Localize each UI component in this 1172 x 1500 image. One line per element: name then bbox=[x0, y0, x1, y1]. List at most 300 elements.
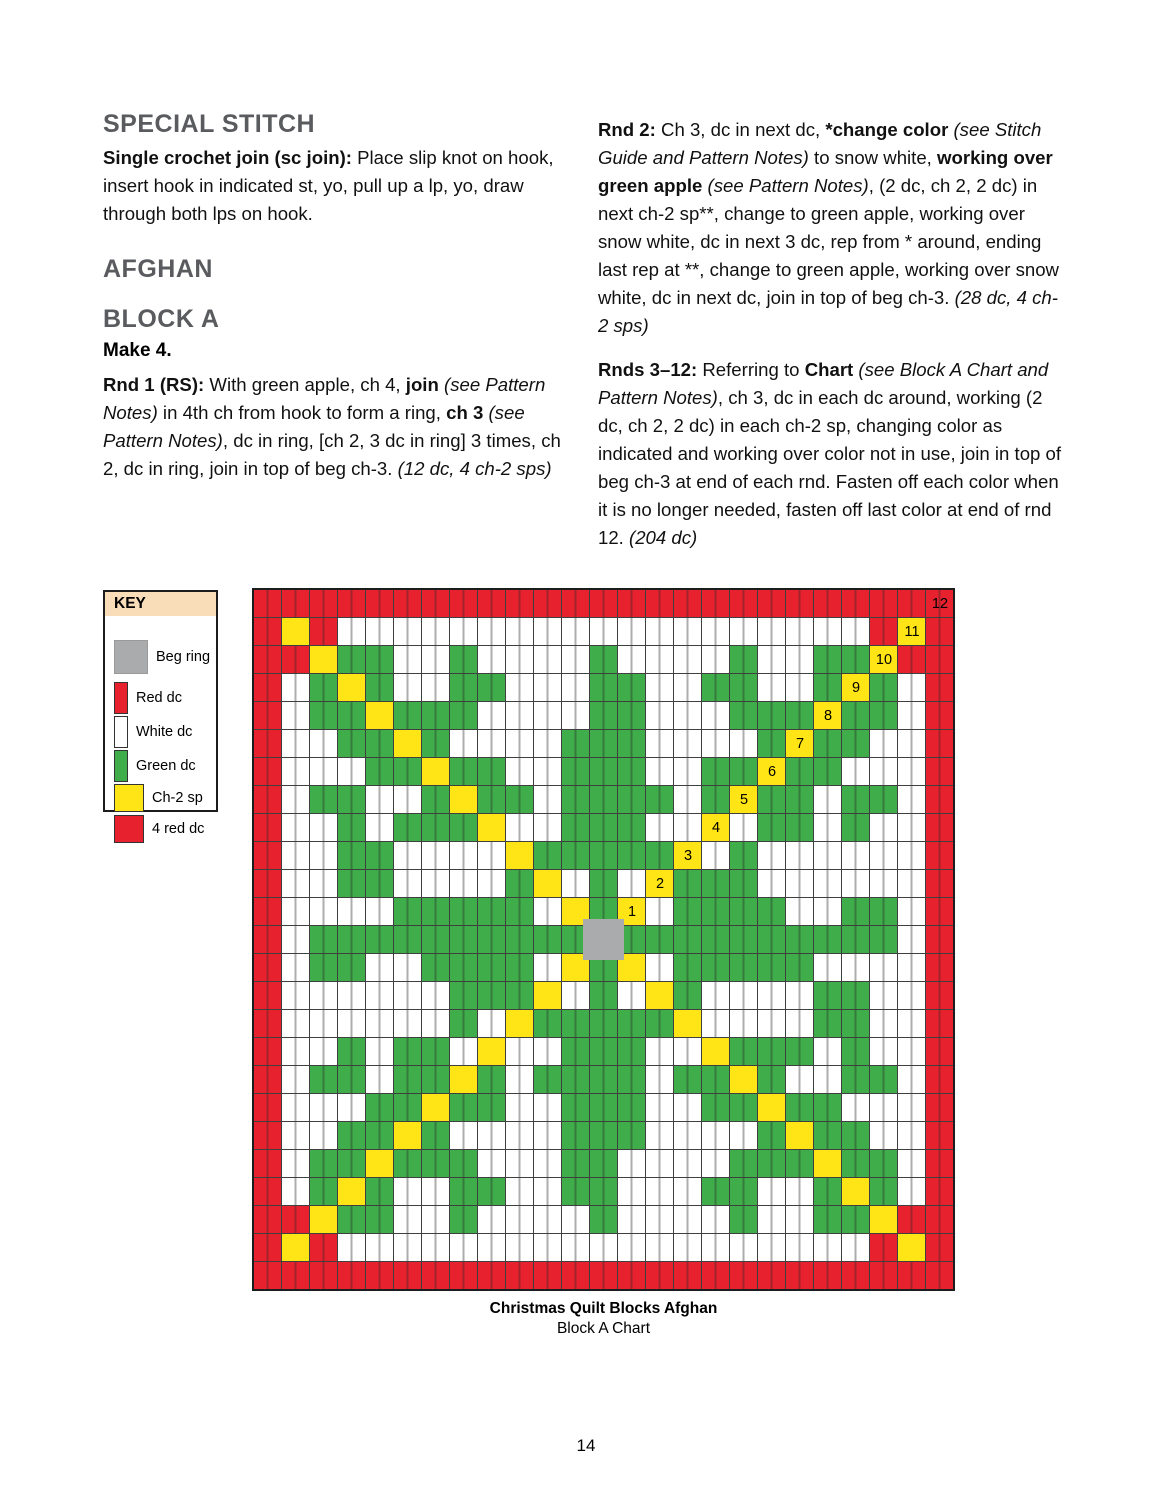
chart-cell-ch-2-sp bbox=[450, 786, 477, 813]
chart-cell-white-dc bbox=[786, 870, 813, 897]
chart-cell-red-dc bbox=[926, 646, 953, 673]
chart-cell-white-dc bbox=[898, 730, 925, 757]
key-title: KEY bbox=[105, 592, 216, 616]
chart-cell-green-dc bbox=[674, 954, 701, 981]
chart-cell-green-dc bbox=[590, 1066, 617, 1093]
chart-cell-white-dc bbox=[898, 1066, 925, 1093]
chart-cell-ch-2-sp bbox=[422, 1094, 449, 1121]
chart-cell-ch-2-sp bbox=[814, 1150, 841, 1177]
chart-cell-green-dc bbox=[590, 786, 617, 813]
chart-cell-white-dc bbox=[786, 1066, 813, 1093]
chart-cell-red-dc bbox=[870, 1234, 897, 1261]
sc-join-paragraph bbox=[103, 144, 565, 228]
chart-cell-white-dc bbox=[814, 786, 841, 813]
chart-cell-green-dc bbox=[534, 842, 561, 869]
chart-cell-red-dc bbox=[254, 1262, 281, 1289]
chart-cell-white-dc bbox=[898, 1122, 925, 1149]
chart-cell-white-dc bbox=[366, 898, 393, 925]
chart-cell-white-dc bbox=[618, 982, 645, 1009]
chart-cell-white-dc bbox=[366, 1010, 393, 1037]
chart-cell-green-dc bbox=[730, 926, 757, 953]
round-number-4: 4 bbox=[711, 820, 721, 836]
chart-cell-white-dc bbox=[702, 1010, 729, 1037]
chart-cell-white-dc bbox=[618, 618, 645, 645]
chart-cell-ch-2-sp bbox=[870, 646, 897, 673]
chart-cell-white-dc bbox=[506, 674, 533, 701]
chart-cell-white-dc bbox=[758, 618, 785, 645]
chart-cell-ch-2-sp bbox=[814, 702, 841, 729]
chart-cell-green-dc bbox=[814, 1122, 841, 1149]
chart-cell-green-dc bbox=[562, 786, 589, 813]
chart-cell-red-dc bbox=[562, 590, 589, 617]
chart-cell-green-dc bbox=[590, 758, 617, 785]
chart-cell-green-dc bbox=[618, 730, 645, 757]
text-segment: (see Block A Chart and Pattern Notes) bbox=[598, 359, 1049, 408]
chart-cell-white-dc bbox=[506, 1066, 533, 1093]
chart-cell-white-dc bbox=[534, 1234, 561, 1261]
chart-cell-red-dc bbox=[422, 1262, 449, 1289]
chart-cell-green-dc bbox=[366, 1094, 393, 1121]
chart-cell-green-dc bbox=[758, 786, 785, 813]
chart-cell-green-dc bbox=[618, 1122, 645, 1149]
chart-cell-white-dc bbox=[870, 1010, 897, 1037]
chart-cell-red-dc bbox=[422, 590, 449, 617]
chart-cell-green-dc bbox=[730, 702, 757, 729]
chart-cell-green-dc bbox=[338, 870, 365, 897]
chart-cell-green-dc bbox=[814, 646, 841, 673]
chart-cell-ch-2-sp bbox=[702, 814, 729, 841]
chart-cell-red-dc bbox=[282, 590, 309, 617]
chart-cell-white-dc bbox=[814, 1066, 841, 1093]
chart-cell-white-dc bbox=[618, 870, 645, 897]
chart-cell-white-dc bbox=[562, 618, 589, 645]
text-segment: Referring to bbox=[702, 359, 805, 380]
chart-cell-green-dc bbox=[786, 1094, 813, 1121]
chart-cell-white-dc bbox=[534, 1178, 561, 1205]
chart-cell-green-dc bbox=[394, 814, 421, 841]
chart-cell-white-dc bbox=[534, 1150, 561, 1177]
chart-cell-white-dc bbox=[310, 870, 337, 897]
chart-cell-white-dc bbox=[674, 814, 701, 841]
chart-cell-green-dc bbox=[618, 1066, 645, 1093]
chart-cell-red-dc bbox=[310, 1234, 337, 1261]
chart-cell-ch-2-sp bbox=[366, 1150, 393, 1177]
chart-cell-green-dc bbox=[590, 1038, 617, 1065]
chart-key bbox=[103, 590, 218, 837]
chart-cell-white-dc bbox=[758, 1178, 785, 1205]
chart-cell-white-dc bbox=[758, 674, 785, 701]
text-segment: *change color bbox=[825, 119, 954, 140]
chart-cell-red-dc bbox=[786, 1262, 813, 1289]
chart-cell-ch-2-sp bbox=[338, 1178, 365, 1205]
chart-cell-white-dc bbox=[562, 702, 589, 729]
chart-cell-green-dc bbox=[842, 898, 869, 925]
chart-cell-green-dc bbox=[618, 674, 645, 701]
chart-cell-green-dc bbox=[618, 786, 645, 813]
chart-cell-green-dc bbox=[478, 954, 505, 981]
chart-cell-white-dc bbox=[842, 954, 869, 981]
chart-cell-red-dc bbox=[254, 590, 281, 617]
chart-cell-ch-2-sp bbox=[674, 1010, 701, 1037]
chart-cell-green-dc bbox=[730, 646, 757, 673]
chart-cell-red-dc bbox=[870, 1262, 897, 1289]
round-number-6: 6 bbox=[767, 764, 777, 780]
chart-cell-white-dc bbox=[870, 954, 897, 981]
chart-cell-green-dc bbox=[562, 1094, 589, 1121]
chart-cell-white-dc bbox=[338, 982, 365, 1009]
chart-cell-beg-ring bbox=[590, 926, 617, 953]
chart-cell-green-dc bbox=[450, 954, 477, 981]
chart-cell-white-dc bbox=[870, 842, 897, 869]
chart-cell-green-dc bbox=[590, 730, 617, 757]
chart-cell-red-dc bbox=[926, 982, 953, 1009]
text-segment: join bbox=[405, 374, 444, 395]
chart-cell-white-dc bbox=[646, 1234, 673, 1261]
chart-cell-white-dc bbox=[394, 786, 421, 813]
text-segment: (204 dc) bbox=[629, 527, 698, 548]
chart-cell-white-dc bbox=[898, 674, 925, 701]
chart-cell-green-dc bbox=[674, 898, 701, 925]
chart-cell-white-dc bbox=[898, 1094, 925, 1121]
chart-cell-white-dc bbox=[646, 954, 673, 981]
chart-cell-green-dc bbox=[534, 1066, 561, 1093]
text-segment: (see Pattern Notes) bbox=[103, 374, 546, 423]
chart-cell-white-dc bbox=[310, 1038, 337, 1065]
chart-cell-white-dc bbox=[506, 618, 533, 645]
round-number-3: 3 bbox=[683, 848, 693, 864]
chart-cell-white-dc bbox=[534, 1206, 561, 1233]
chart-cell-green-dc bbox=[338, 1122, 365, 1149]
chart-cell-green-dc bbox=[394, 702, 421, 729]
chart-cell-red-dc bbox=[898, 1262, 925, 1289]
chart-cell-white-dc bbox=[394, 1178, 421, 1205]
chart-cell-green-dc bbox=[758, 1038, 785, 1065]
chart-cell-red-dc bbox=[254, 758, 281, 785]
chart-cell-white-dc bbox=[506, 646, 533, 673]
chart-cell-green-dc bbox=[562, 1150, 589, 1177]
chart-cell-ch-2-sp bbox=[898, 618, 925, 645]
chart-cell-green-dc bbox=[786, 814, 813, 841]
chart-cell-green-dc bbox=[618, 702, 645, 729]
chart-cell-white-dc bbox=[534, 814, 561, 841]
chart-cell-white-dc bbox=[646, 758, 673, 785]
text-segment: (see Pattern Notes) bbox=[103, 402, 525, 451]
chart-cell-red-dc bbox=[450, 590, 477, 617]
chart-cell-green-dc bbox=[394, 758, 421, 785]
chart-cell-red-dc bbox=[478, 590, 505, 617]
chart-cell-ch-2-sp bbox=[758, 758, 785, 785]
chart-cell-red-dc bbox=[562, 1262, 589, 1289]
chart-cell-green-dc bbox=[338, 954, 365, 981]
chart-cell-green-dc bbox=[478, 758, 505, 785]
chart-cell-green-dc bbox=[366, 870, 393, 897]
chart-cell-red-dc bbox=[254, 926, 281, 953]
chart-cell-white-dc bbox=[366, 814, 393, 841]
chart-cell-ch-2-sp bbox=[870, 1206, 897, 1233]
chart-cell-white-dc bbox=[282, 702, 309, 729]
chart-cell-white-dc bbox=[786, 1178, 813, 1205]
chart-cell-red-dc bbox=[366, 590, 393, 617]
chart-cell-green-dc bbox=[310, 702, 337, 729]
chart-cell-white-dc bbox=[394, 982, 421, 1009]
chart-cell-green-dc bbox=[310, 1178, 337, 1205]
chart-cell-red-dc bbox=[254, 618, 281, 645]
special-stitch-heading: SPECIAL STITCH bbox=[103, 110, 316, 138]
chart-cell-green-dc bbox=[730, 898, 757, 925]
chart-cell-green-dc bbox=[786, 926, 813, 953]
chart-cell-white-dc bbox=[450, 1122, 477, 1149]
chart-cell-white-dc bbox=[646, 1122, 673, 1149]
chart-cell-white-dc bbox=[282, 1038, 309, 1065]
chart-cell-green-dc bbox=[478, 1178, 505, 1205]
chart-cell-green-dc bbox=[338, 1038, 365, 1065]
chart-cell-white-dc bbox=[282, 1122, 309, 1149]
chart-cell-white-dc bbox=[730, 730, 757, 757]
chart-cell-white-dc bbox=[506, 730, 533, 757]
chart-cell-white-dc bbox=[674, 1234, 701, 1261]
chart-cell-white-dc bbox=[898, 1038, 925, 1065]
chart-cell-white-dc bbox=[478, 646, 505, 673]
chart-cell-white-dc bbox=[646, 702, 673, 729]
chart-cell-red-dc bbox=[310, 590, 337, 617]
chart-cell-red-dc bbox=[254, 1122, 281, 1149]
key-item-label: Red dc bbox=[136, 690, 182, 706]
chart-cell-green-dc bbox=[562, 1010, 589, 1037]
chart-cell-green-dc bbox=[786, 786, 813, 813]
chart-cell-white-dc bbox=[282, 1150, 309, 1177]
chart-cell-red-dc bbox=[926, 674, 953, 701]
chart-cell-white-dc bbox=[702, 1206, 729, 1233]
chart-cell-green-dc bbox=[310, 1150, 337, 1177]
chart-cell-white-dc bbox=[702, 618, 729, 645]
chart-cell-green-dc bbox=[842, 702, 869, 729]
chart-cell-white-dc bbox=[366, 954, 393, 981]
chart-cell-red-dc bbox=[254, 898, 281, 925]
text-segment: With green apple, ch 4, bbox=[209, 374, 406, 395]
chart-cell-white-dc bbox=[758, 1206, 785, 1233]
chart-cell-green-dc bbox=[534, 926, 561, 953]
green-dc-swatch bbox=[114, 750, 128, 782]
chart-cell-red-dc bbox=[926, 618, 953, 645]
chart-cell-white-dc bbox=[394, 618, 421, 645]
chart-cell-white-dc bbox=[394, 954, 421, 981]
chart-cell-white-dc bbox=[674, 730, 701, 757]
chart-cell-white-dc bbox=[422, 870, 449, 897]
chart-cell-green-dc bbox=[338, 1150, 365, 1177]
chart-cell-green-dc bbox=[730, 842, 757, 869]
chart-cell-white-dc bbox=[282, 786, 309, 813]
chart-cell-green-dc bbox=[674, 926, 701, 953]
chart-cell-white-dc bbox=[282, 926, 309, 953]
chart-cell-white-dc bbox=[870, 1038, 897, 1065]
chart-cell-ch-2-sp bbox=[646, 870, 673, 897]
chart-cell-red-dc bbox=[254, 702, 281, 729]
chart-cell-green-dc bbox=[730, 1178, 757, 1205]
chart-cell-green-dc bbox=[842, 1150, 869, 1177]
chart-cell-red-dc bbox=[898, 1206, 925, 1233]
chart-cell-white-dc bbox=[366, 618, 393, 645]
chart-cell-white-dc bbox=[450, 730, 477, 757]
chart-cell-red-dc bbox=[674, 1262, 701, 1289]
chart-cell-ch-2-sp bbox=[366, 702, 393, 729]
chart-cell-green-dc bbox=[478, 786, 505, 813]
chart-cell-white-dc bbox=[338, 1094, 365, 1121]
chart-cell-white-dc bbox=[898, 870, 925, 897]
chart-cell-white-dc bbox=[870, 730, 897, 757]
chart-cell-green-dc bbox=[618, 1010, 645, 1037]
chart-cell-white-dc bbox=[310, 730, 337, 757]
chart-cell-red-dc bbox=[254, 1038, 281, 1065]
chart-cell-white-dc bbox=[702, 842, 729, 869]
chart-cell-white-dc bbox=[590, 618, 617, 645]
chart-cell-green-dc bbox=[870, 1066, 897, 1093]
chart-cell-red-dc bbox=[338, 1262, 365, 1289]
chart-cell-red-dc bbox=[926, 1234, 953, 1261]
chart-cell-green-dc bbox=[366, 1206, 393, 1233]
chart-cell-green-dc bbox=[506, 954, 533, 981]
chart-cell-red-dc bbox=[590, 1262, 617, 1289]
chart-cell-white-dc bbox=[366, 1234, 393, 1261]
chart-cell-green-dc bbox=[422, 814, 449, 841]
chart-cell-green-dc bbox=[758, 926, 785, 953]
key-item-white-dc bbox=[114, 716, 192, 748]
chart-cell-red-dc bbox=[926, 758, 953, 785]
chart-cell-green-dc bbox=[646, 1010, 673, 1037]
chart-cell-green-dc bbox=[338, 730, 365, 757]
chart-cell-ch-2-sp bbox=[842, 1178, 869, 1205]
chart-cell-white-dc bbox=[618, 1150, 645, 1177]
chart-cell-green-dc bbox=[478, 982, 505, 1009]
chart-cell-red-dc bbox=[926, 1010, 953, 1037]
chart-cell-green-dc bbox=[702, 786, 729, 813]
text-segment: Rnd 1 (RS): bbox=[103, 374, 210, 395]
chart-cell-green-dc bbox=[366, 730, 393, 757]
chart-cell-green-dc bbox=[338, 646, 365, 673]
chart-cell-red-dc bbox=[926, 1122, 953, 1149]
chart-cell-ch-2-sp bbox=[842, 674, 869, 701]
text-segment: , (2 dc, ch 2, 2 dc) in next ch-2 sp**, change to green apple, working over snow white, dc in next 3 dc, rep from * around, ending last rep at **, change to green apple, working over snow white, dc in next dc, join in top of beg ch-3. bbox=[598, 175, 1059, 308]
chart-cell-white-dc bbox=[422, 618, 449, 645]
chart-cell-green-dc bbox=[590, 702, 617, 729]
chart-cell-green-dc bbox=[814, 674, 841, 701]
chart-cell-white-dc bbox=[282, 1178, 309, 1205]
chart-cell-white-dc bbox=[730, 814, 757, 841]
chart-cell-white-dc bbox=[898, 1150, 925, 1177]
chart-cell-green-dc bbox=[674, 982, 701, 1009]
chart-cell-green-dc bbox=[394, 1150, 421, 1177]
chart-cell-white-dc bbox=[534, 1038, 561, 1065]
chart-cell-green-dc bbox=[562, 1178, 589, 1205]
chart-cell-green-dc bbox=[730, 954, 757, 981]
chart-cell-red-dc bbox=[618, 1262, 645, 1289]
chart-cell-white-dc bbox=[870, 1122, 897, 1149]
chart-cell-white-dc bbox=[758, 646, 785, 673]
chart-cell-white-dc bbox=[786, 1010, 813, 1037]
chart-cell-green-dc bbox=[618, 758, 645, 785]
chart-cell-red-dc bbox=[450, 1262, 477, 1289]
chart-cell-green-dc bbox=[422, 702, 449, 729]
chart-cell-white-dc bbox=[674, 786, 701, 813]
chart-cell-white-dc bbox=[422, 1178, 449, 1205]
page-number: 14 bbox=[576, 1436, 596, 1455]
chart-cell-white-dc bbox=[506, 1122, 533, 1149]
beg-ring-swatch bbox=[114, 640, 148, 674]
chart-cell-white-dc bbox=[618, 1234, 645, 1261]
chart-cell-white-dc bbox=[842, 870, 869, 897]
chart-cell-green-dc bbox=[618, 842, 645, 869]
chart-cell-red-dc bbox=[394, 590, 421, 617]
chart-cell-green-dc bbox=[310, 926, 337, 953]
chart-cell-green-dc bbox=[310, 954, 337, 981]
chart-cell-red-dc bbox=[506, 1262, 533, 1289]
chart-cell-white-dc bbox=[506, 1038, 533, 1065]
chart-cell-green-dc bbox=[450, 926, 477, 953]
chart-cell-white-dc bbox=[310, 1010, 337, 1037]
chart-cell-red-dc bbox=[254, 1094, 281, 1121]
chart-cell-red-dc bbox=[674, 590, 701, 617]
chart-cell-white-dc bbox=[282, 842, 309, 869]
chart-cell-white-dc bbox=[898, 926, 925, 953]
chart-cell-white-dc bbox=[898, 982, 925, 1009]
chart-cell-green-dc bbox=[758, 1122, 785, 1149]
chart-cell-white-dc bbox=[394, 674, 421, 701]
chart-cell-green-dc bbox=[618, 1094, 645, 1121]
rnd1-paragraph bbox=[103, 371, 565, 483]
chart-cell-green-dc bbox=[562, 730, 589, 757]
chart-cell-green-dc bbox=[646, 842, 673, 869]
chart-cell-green-dc bbox=[394, 898, 421, 925]
key-item-label: 4 red dc bbox=[152, 821, 205, 837]
chart-cell-red-dc bbox=[842, 590, 869, 617]
chart-cell-white-dc bbox=[338, 758, 365, 785]
red-dc-swatch bbox=[114, 682, 128, 714]
make-count-line: Make 4. bbox=[103, 340, 172, 361]
chart-cell-white-dc bbox=[898, 758, 925, 785]
chart-cell-green-dc bbox=[814, 1094, 841, 1121]
chart-cell-white-dc bbox=[394, 646, 421, 673]
text-segment: Place slip knot on hook, insert hook in indicated st, yo, pull up a lp, yo, draw through both lps on hook. bbox=[103, 147, 554, 224]
round-number-7: 7 bbox=[795, 736, 805, 752]
chart-cell-white-dc bbox=[534, 786, 561, 813]
chart-cell-white-dc bbox=[282, 982, 309, 1009]
chart-cell-green-dc bbox=[422, 730, 449, 757]
chart-cell-white-dc bbox=[814, 954, 841, 981]
chart-cell-green-dc bbox=[842, 730, 869, 757]
round-number-5: 5 bbox=[739, 792, 749, 808]
chart-cell-red-dc bbox=[254, 1206, 281, 1233]
chart-cell-white-dc bbox=[282, 1094, 309, 1121]
chart-cell-red-dc bbox=[926, 814, 953, 841]
chart-cell-green-dc bbox=[590, 1150, 617, 1177]
chart-cell-green-dc bbox=[394, 1038, 421, 1065]
chart-cell-white-dc bbox=[310, 1094, 337, 1121]
chart-cell-green-dc bbox=[506, 926, 533, 953]
chart-cell-green-dc bbox=[450, 1150, 477, 1177]
chart-cell-white-dc bbox=[394, 870, 421, 897]
chart-cell-green-dc bbox=[422, 1150, 449, 1177]
chart-cell-white-dc bbox=[618, 1206, 645, 1233]
chart-cell-white-dc bbox=[814, 842, 841, 869]
chart-cell-white-dc bbox=[562, 1206, 589, 1233]
chart-cell-white-dc bbox=[758, 982, 785, 1009]
ch2-sp-swatch bbox=[114, 784, 144, 812]
chart-cell-green-dc bbox=[506, 870, 533, 897]
chart-cell-green-dc bbox=[366, 758, 393, 785]
chart-cell-white-dc bbox=[534, 618, 561, 645]
chart-cell-red-dc bbox=[534, 590, 561, 617]
chart-cell-white-dc bbox=[842, 758, 869, 785]
chart-cell-green-dc bbox=[814, 758, 841, 785]
